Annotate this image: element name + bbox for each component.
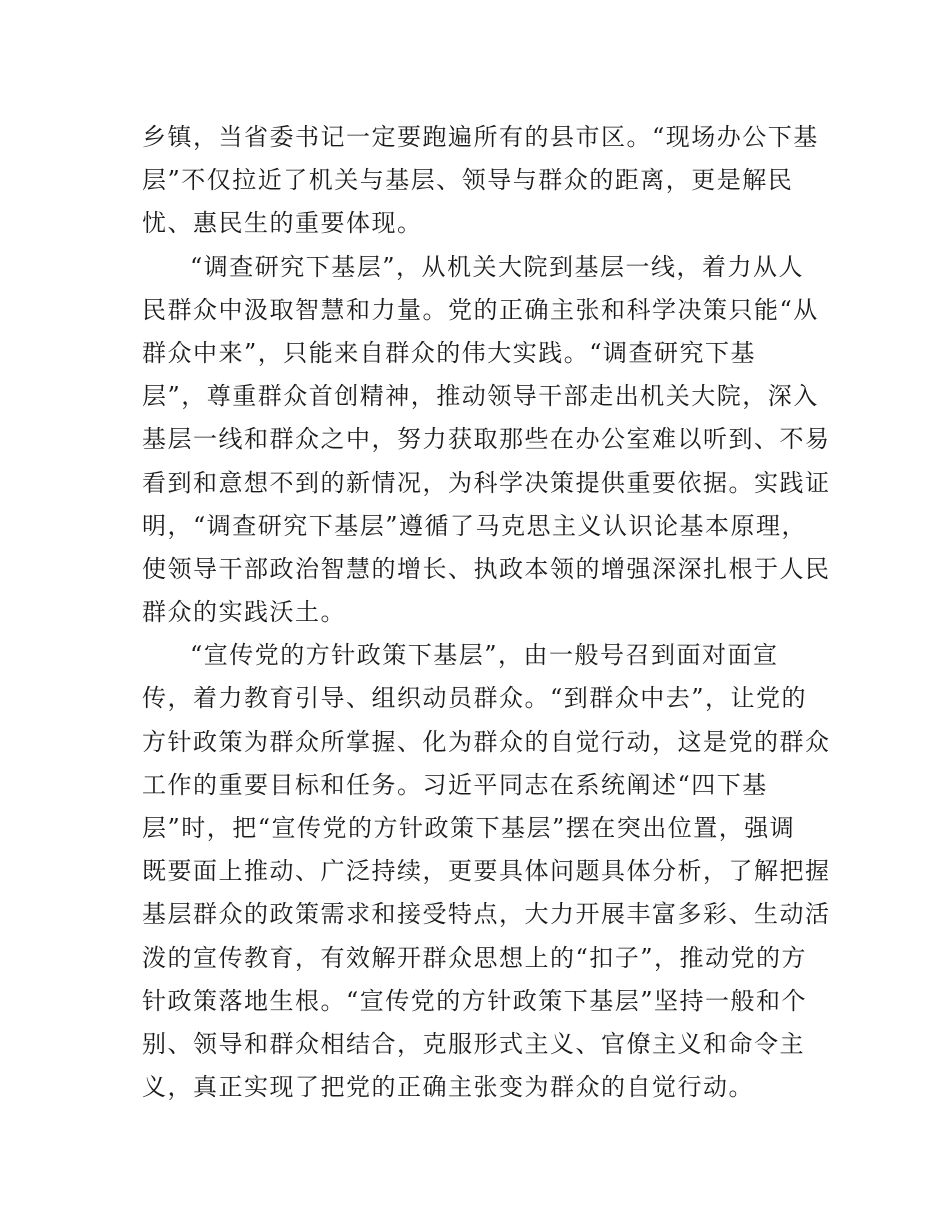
text-line-9: 看到和意想不到的新情况，为科学决策提供重要依据。实践证 (142, 468, 831, 497)
text-line-12: 群众的实践沃土。 (142, 598, 346, 627)
text-line-6: 群众中来”，只能来自群众的伟大实践。“调查研究下基 (142, 338, 757, 367)
text-line-16: 工作的重要目标和任务。习近平同志在系统阐述“四下基 (142, 770, 768, 799)
text-line-1: 乡镇，当省委书记一定要跑遍所有的县市区。“现场办公下基 (142, 123, 819, 151)
text-line-20: 泼的宣传教育，有效解开群众思想上的“扣子”，推动党的方 (142, 943, 808, 972)
text-line-3: 忧、惠民生的重要体现。 (142, 209, 423, 238)
text-line-5: 民群众中汲取智慧和力量。党的正确主张和科学决策只能“从 (142, 295, 819, 324)
text-line-8: 基层一线和群众之中，努力获取那些在办公室难以听到、不易 (142, 425, 831, 454)
paragraph-start-publicity: “宣传党的方针政策下基层”，由一般号召到面对面宣 (190, 641, 779, 670)
text-line-14: 传，着力教育引导、组织动员群众。“到群众中去”，让党的 (142, 684, 808, 713)
text-line-7: 层”，尊重群众首创精神，推动领导干部走出机关大院，深入 (142, 382, 819, 411)
text-line-19: 基层群众的政策需求和接受特点，大力开展丰富多彩、生动活 (142, 900, 831, 929)
text-line-18: 既要面上推动、广泛持续，更要具体问题具体分析，了解把握 (142, 857, 831, 886)
text-line-22: 别、领导和群众相结合，克服形式主义、官僚主义和命令主 (142, 1029, 805, 1058)
text-line-21: 针政策落地生根。“宣传党的方针政策下基层”坚持一般和个 (142, 986, 808, 1015)
text-line-11: 使领导干部政治智慧的增长、执政本领的增强深深扎根于人民 (142, 554, 831, 583)
text-line-23: 义，真正实现了把党的正确主张变为群众的自觉行动。 (142, 1073, 754, 1102)
text-line-2: 层”不仅拉近了机关与基层、领导与群众的距离，更是解民 (142, 166, 794, 195)
paragraph-start-research: “调查研究下基层”，从机关大院到基层一线，着力从人 (190, 252, 805, 281)
text-line-15: 方针政策为群众所掌握、化为群众的自觉行动，这是党的群众 (142, 727, 831, 756)
body-text (142, 116, 831, 1109)
text-line-10: 明，“调查研究下基层”遵循了马克思主义认识论基本原理， (142, 511, 808, 540)
text-line-17: 层”时，把“宣传党的方针政策下基层”摆在突出位置，强调 (142, 814, 796, 842)
